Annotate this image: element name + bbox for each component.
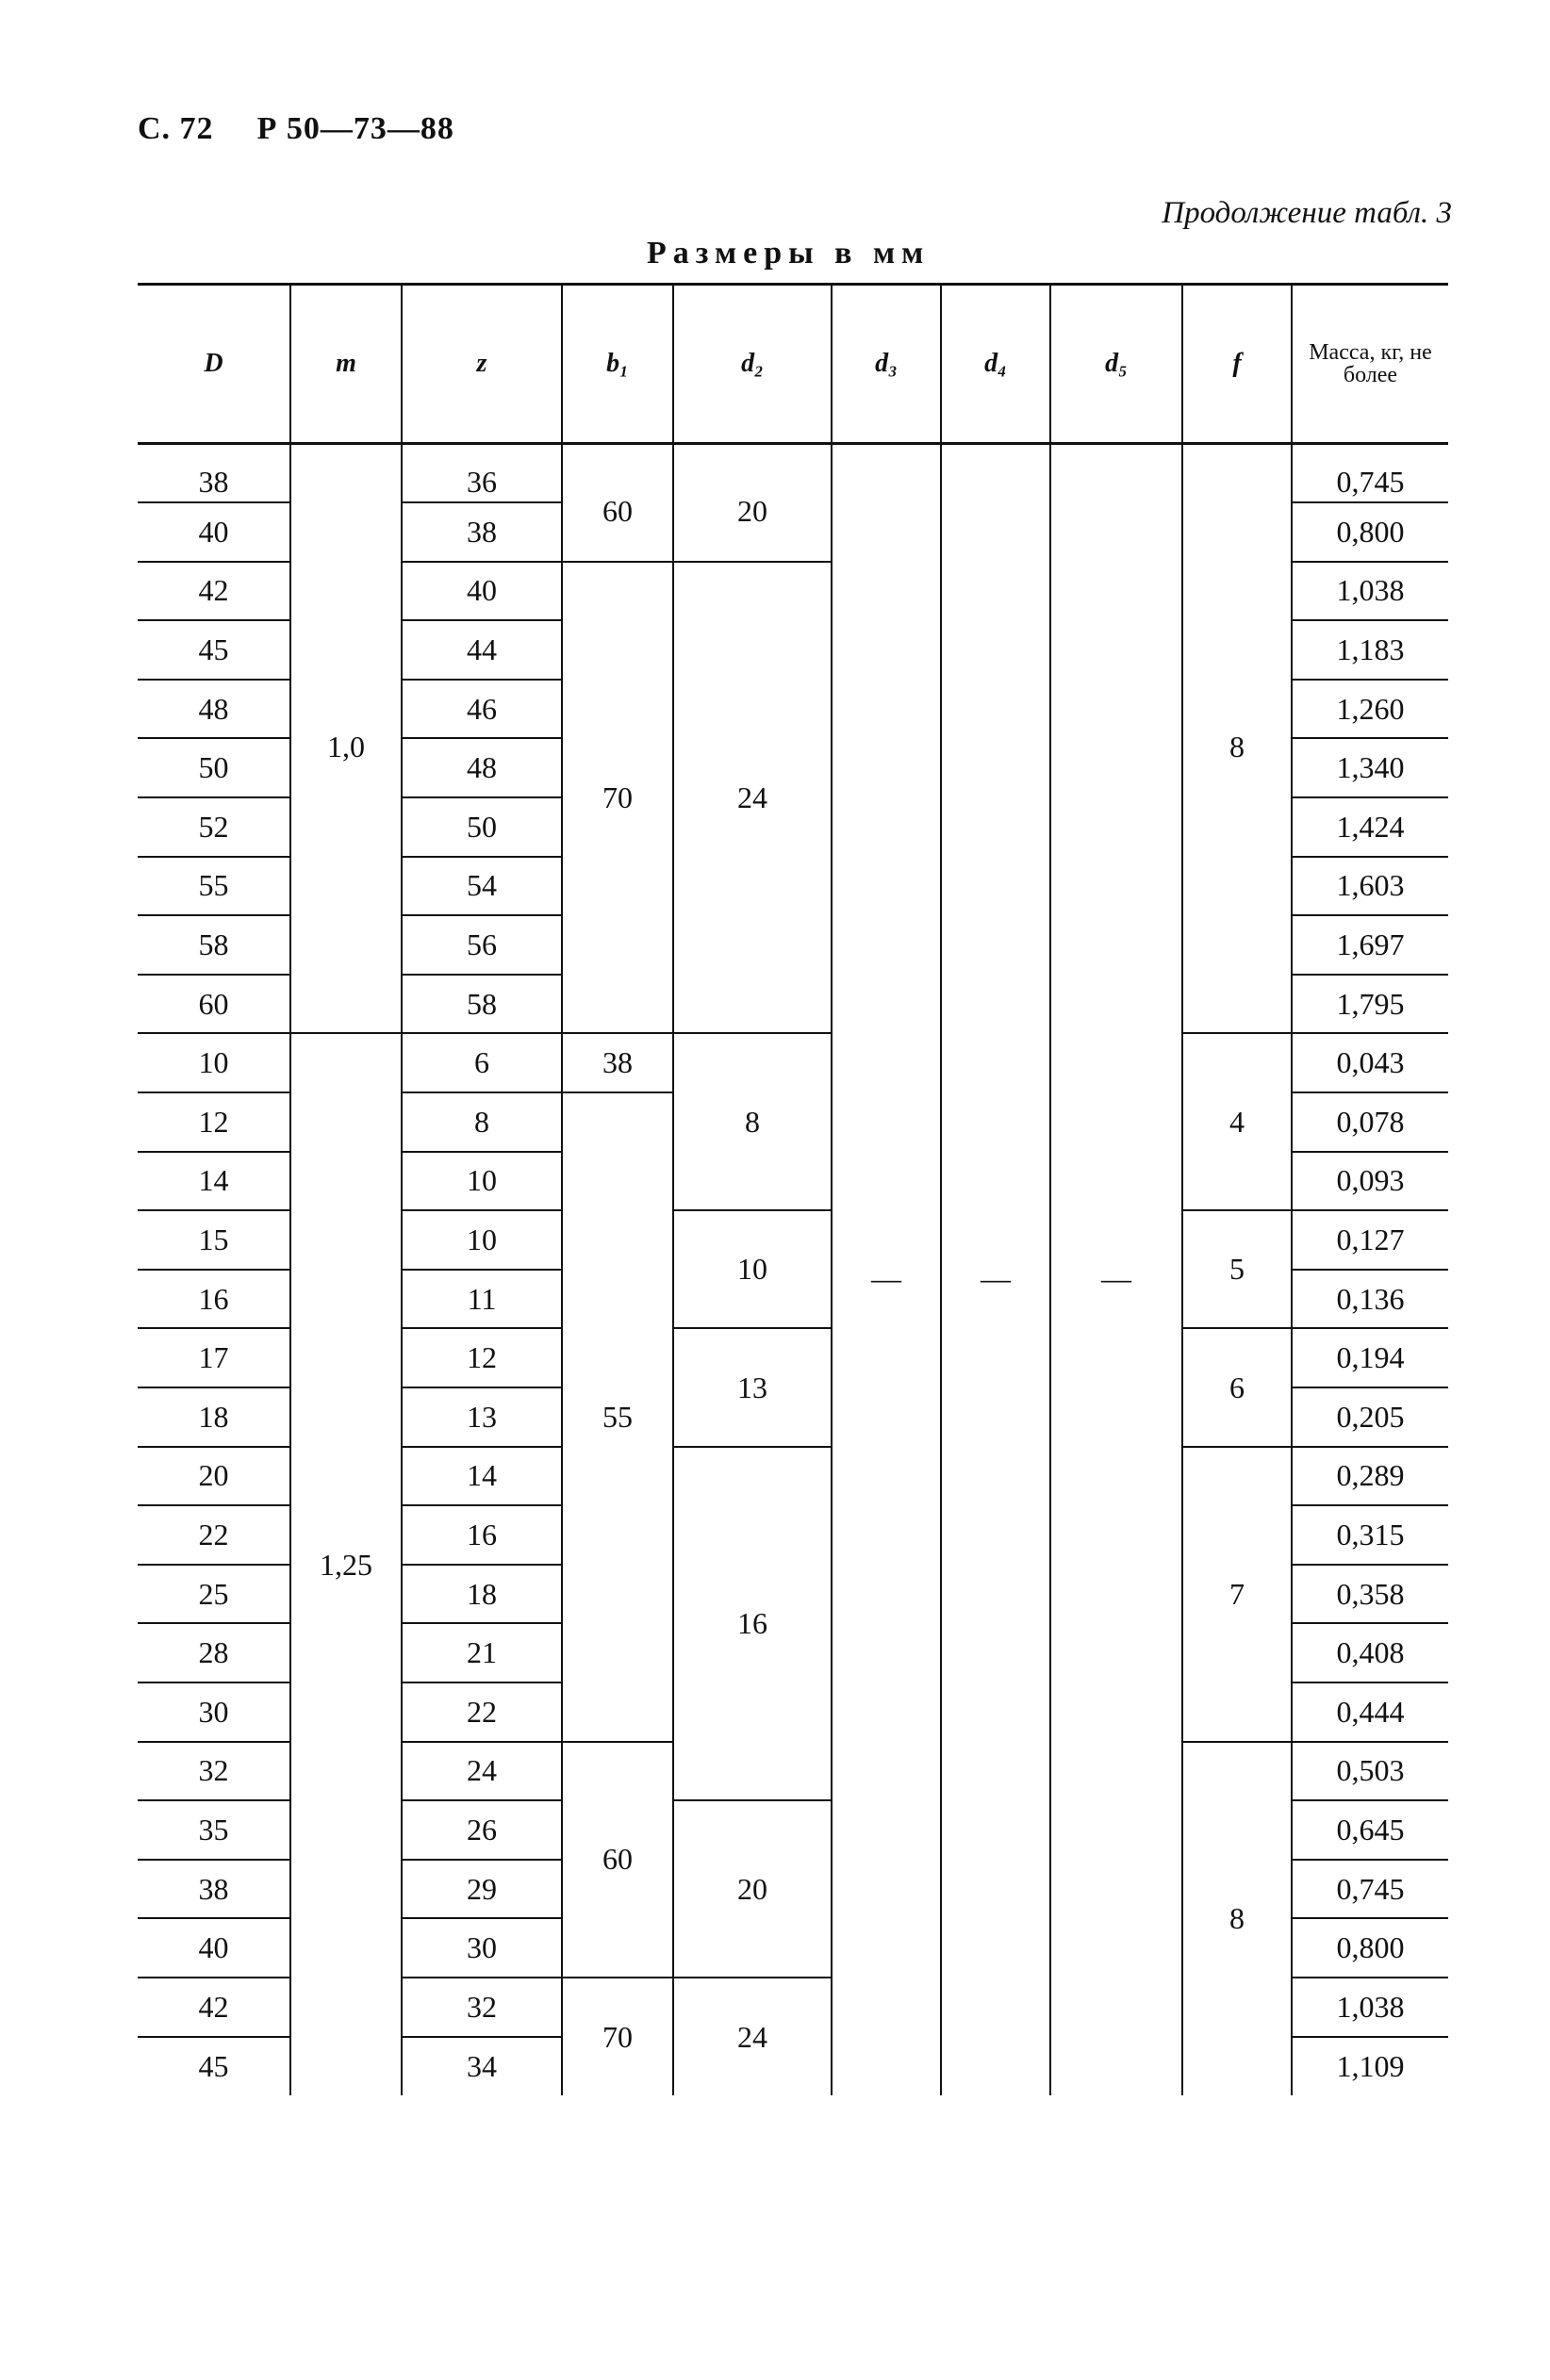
cell-z: 34: [402, 2037, 562, 2096]
cell-z: 16: [402, 1505, 562, 1565]
standard-number: Р 50—73—88: [256, 111, 454, 146]
cell-D: 55: [138, 857, 290, 916]
cell-z: 24: [402, 1742, 562, 1801]
cell-D: 16: [138, 1270, 290, 1329]
cell-mass: 0,078: [1292, 1092, 1448, 1152]
cell-D: 45: [138, 620, 290, 680]
cell-D: 15: [138, 1210, 290, 1270]
cell-z: 22: [402, 1682, 562, 1742]
table-row: [138, 444, 1448, 503]
cell-b1: 70: [562, 1978, 673, 2095]
cell-mass: 1,424: [1292, 797, 1448, 857]
cell-f: 4: [1182, 1033, 1292, 1210]
cell-m: 1,25: [290, 1033, 402, 2095]
cell-mass: 0,127: [1292, 1210, 1448, 1270]
cell-z: 30: [402, 1918, 562, 1978]
cell-z: 10: [402, 1152, 562, 1211]
cell-d2: 20: [673, 1800, 832, 1978]
cell-d2: 10: [673, 1210, 832, 1328]
cell-mass: 0,136: [1292, 1270, 1448, 1329]
cell-d2: 20: [673, 444, 832, 562]
page-number: С. 72: [138, 111, 214, 146]
col-header-b1: b₁: [562, 285, 673, 444]
cell-d5: —: [1050, 444, 1182, 2096]
cell-z: 18: [402, 1565, 562, 1624]
cell-D: 38: [138, 1860, 290, 1919]
cell-mass: 0,503: [1292, 1742, 1448, 1801]
cell-D: 60: [138, 975, 290, 1034]
cell-b1: 60: [562, 444, 673, 562]
units-caption: Размеры в мм: [647, 236, 931, 271]
cell-D: 35: [138, 1800, 290, 1860]
cell-b1: 55: [562, 1092, 673, 1742]
cell-mass: 0,745: [1292, 1860, 1448, 1919]
cell-b1: 70: [562, 562, 673, 1034]
cell-D: 18: [138, 1387, 290, 1447]
cell-z: 10: [402, 1210, 562, 1270]
cell-z: 26: [402, 1800, 562, 1860]
cell-D: 32: [138, 1742, 290, 1801]
cell-z: 56: [402, 915, 562, 975]
cell-D: 50: [138, 738, 290, 797]
cell-z: 44: [402, 620, 562, 680]
cell-mass: 1,260: [1292, 680, 1448, 739]
cell-mass: 0,205: [1292, 1387, 1448, 1447]
col-header-d5: d₅: [1050, 285, 1182, 444]
cell-z: 40: [402, 562, 562, 621]
cell-mass: 1,038: [1292, 562, 1448, 621]
cell-mass: 0,358: [1292, 1565, 1448, 1624]
cell-D: 10: [138, 1033, 290, 1092]
cell-D: 38: [138, 444, 290, 503]
cell-b1: 60: [562, 1742, 673, 1978]
cell-f: 8: [1182, 1742, 1292, 2096]
cell-z: 11: [402, 1270, 562, 1329]
cell-z: 58: [402, 975, 562, 1034]
cell-D: 52: [138, 797, 290, 857]
cell-mass: 0,315: [1292, 1505, 1448, 1565]
cell-D: 14: [138, 1152, 290, 1211]
cell-b1: 38: [562, 1033, 673, 1092]
cell-D: 42: [138, 562, 290, 621]
cell-mass: 0,645: [1292, 1800, 1448, 1860]
table-body: [138, 444, 1448, 2096]
cell-D: 40: [138, 502, 290, 562]
cell-D: 42: [138, 1978, 290, 2037]
cell-d3: —: [832, 444, 941, 2096]
cell-mass: 1,795: [1292, 975, 1448, 1034]
table-row: [138, 1033, 1448, 1092]
cell-mass: 0,444: [1292, 1682, 1448, 1742]
cell-d2: 13: [673, 1328, 832, 1446]
col-header-d2: d₂: [673, 285, 832, 444]
cell-mass: 0,093: [1292, 1152, 1448, 1211]
cell-z: 48: [402, 738, 562, 797]
cell-D: 25: [138, 1565, 290, 1624]
cell-z: 21: [402, 1623, 562, 1682]
cell-mass: 1,038: [1292, 1978, 1448, 2037]
cell-mass: 1,109: [1292, 2037, 1448, 2096]
cell-z: 38: [402, 502, 562, 562]
cell-z: 12: [402, 1328, 562, 1387]
cell-z: 46: [402, 680, 562, 739]
cell-mass: 0,194: [1292, 1328, 1448, 1387]
cell-z: 14: [402, 1447, 562, 1506]
cell-D: 45: [198, 2048, 229, 2083]
cell-D: 48: [138, 680, 290, 739]
cell-d2: 8: [673, 1033, 832, 1210]
col-header-z: z: [402, 285, 562, 444]
cell-z: 54: [402, 857, 562, 916]
cell-f: 6: [1182, 1328, 1292, 1446]
cell-z: 50: [402, 797, 562, 857]
col-header-d3: d₃: [832, 285, 941, 444]
cell-D: 28: [138, 1623, 290, 1682]
cell-mass: 0,043: [1292, 1033, 1448, 1092]
col-header-mass: Масса, кг, не более: [1292, 285, 1448, 444]
cell-d2: 16: [673, 1447, 832, 1801]
cell-mass: 1,183: [1292, 620, 1448, 680]
cell-z: 32: [402, 1978, 562, 2037]
cell-D: 30: [138, 1682, 290, 1742]
cell-d4: —: [941, 444, 1050, 2096]
cell-z: 13: [402, 1387, 562, 1447]
cell-D: 40: [138, 1918, 290, 1978]
cell-D: 17: [138, 1328, 290, 1387]
cell-D: 20: [138, 1447, 290, 1506]
cell-mass: 0,408: [1292, 1623, 1448, 1682]
cell-f: 5: [1182, 1210, 1292, 1328]
cell-z: 36: [402, 444, 562, 503]
col-header-m: m: [290, 285, 402, 444]
cell-z: 6: [402, 1033, 562, 1092]
cell-mass: 0,289: [1292, 1447, 1448, 1506]
cell-mass: 1,603: [1292, 857, 1448, 916]
page-header: [138, 111, 454, 147]
cell-mass: 0,800: [1292, 1918, 1448, 1978]
cell-mass: 1,697: [1292, 915, 1448, 975]
cell-D: 22: [138, 1505, 290, 1565]
cell-mass: 1,340: [1292, 738, 1448, 797]
cell-mass: 0,745: [1292, 444, 1448, 503]
cell-z: 29: [402, 1860, 562, 1919]
table-continuation-note: Продолжение табл. 3: [1162, 196, 1452, 230]
cell-D: 12: [138, 1092, 290, 1152]
cell-m: 1,0: [290, 444, 402, 1034]
dimensions-table: [138, 283, 1448, 2095]
cell-D: 58: [138, 915, 290, 975]
cell-f: 7: [1182, 1447, 1292, 1742]
table-header: [138, 285, 1448, 444]
cell-z: 8: [402, 1092, 562, 1152]
cell-mass: 0,800: [1292, 502, 1448, 562]
col-header-D: D: [138, 285, 290, 444]
col-header-d4: d₄: [941, 285, 1050, 444]
col-header-f: f: [1182, 285, 1292, 444]
cell-d2: 24: [673, 562, 832, 1034]
cell-d2: 24: [673, 1978, 832, 2095]
cell-f: 8: [1182, 444, 1292, 1034]
